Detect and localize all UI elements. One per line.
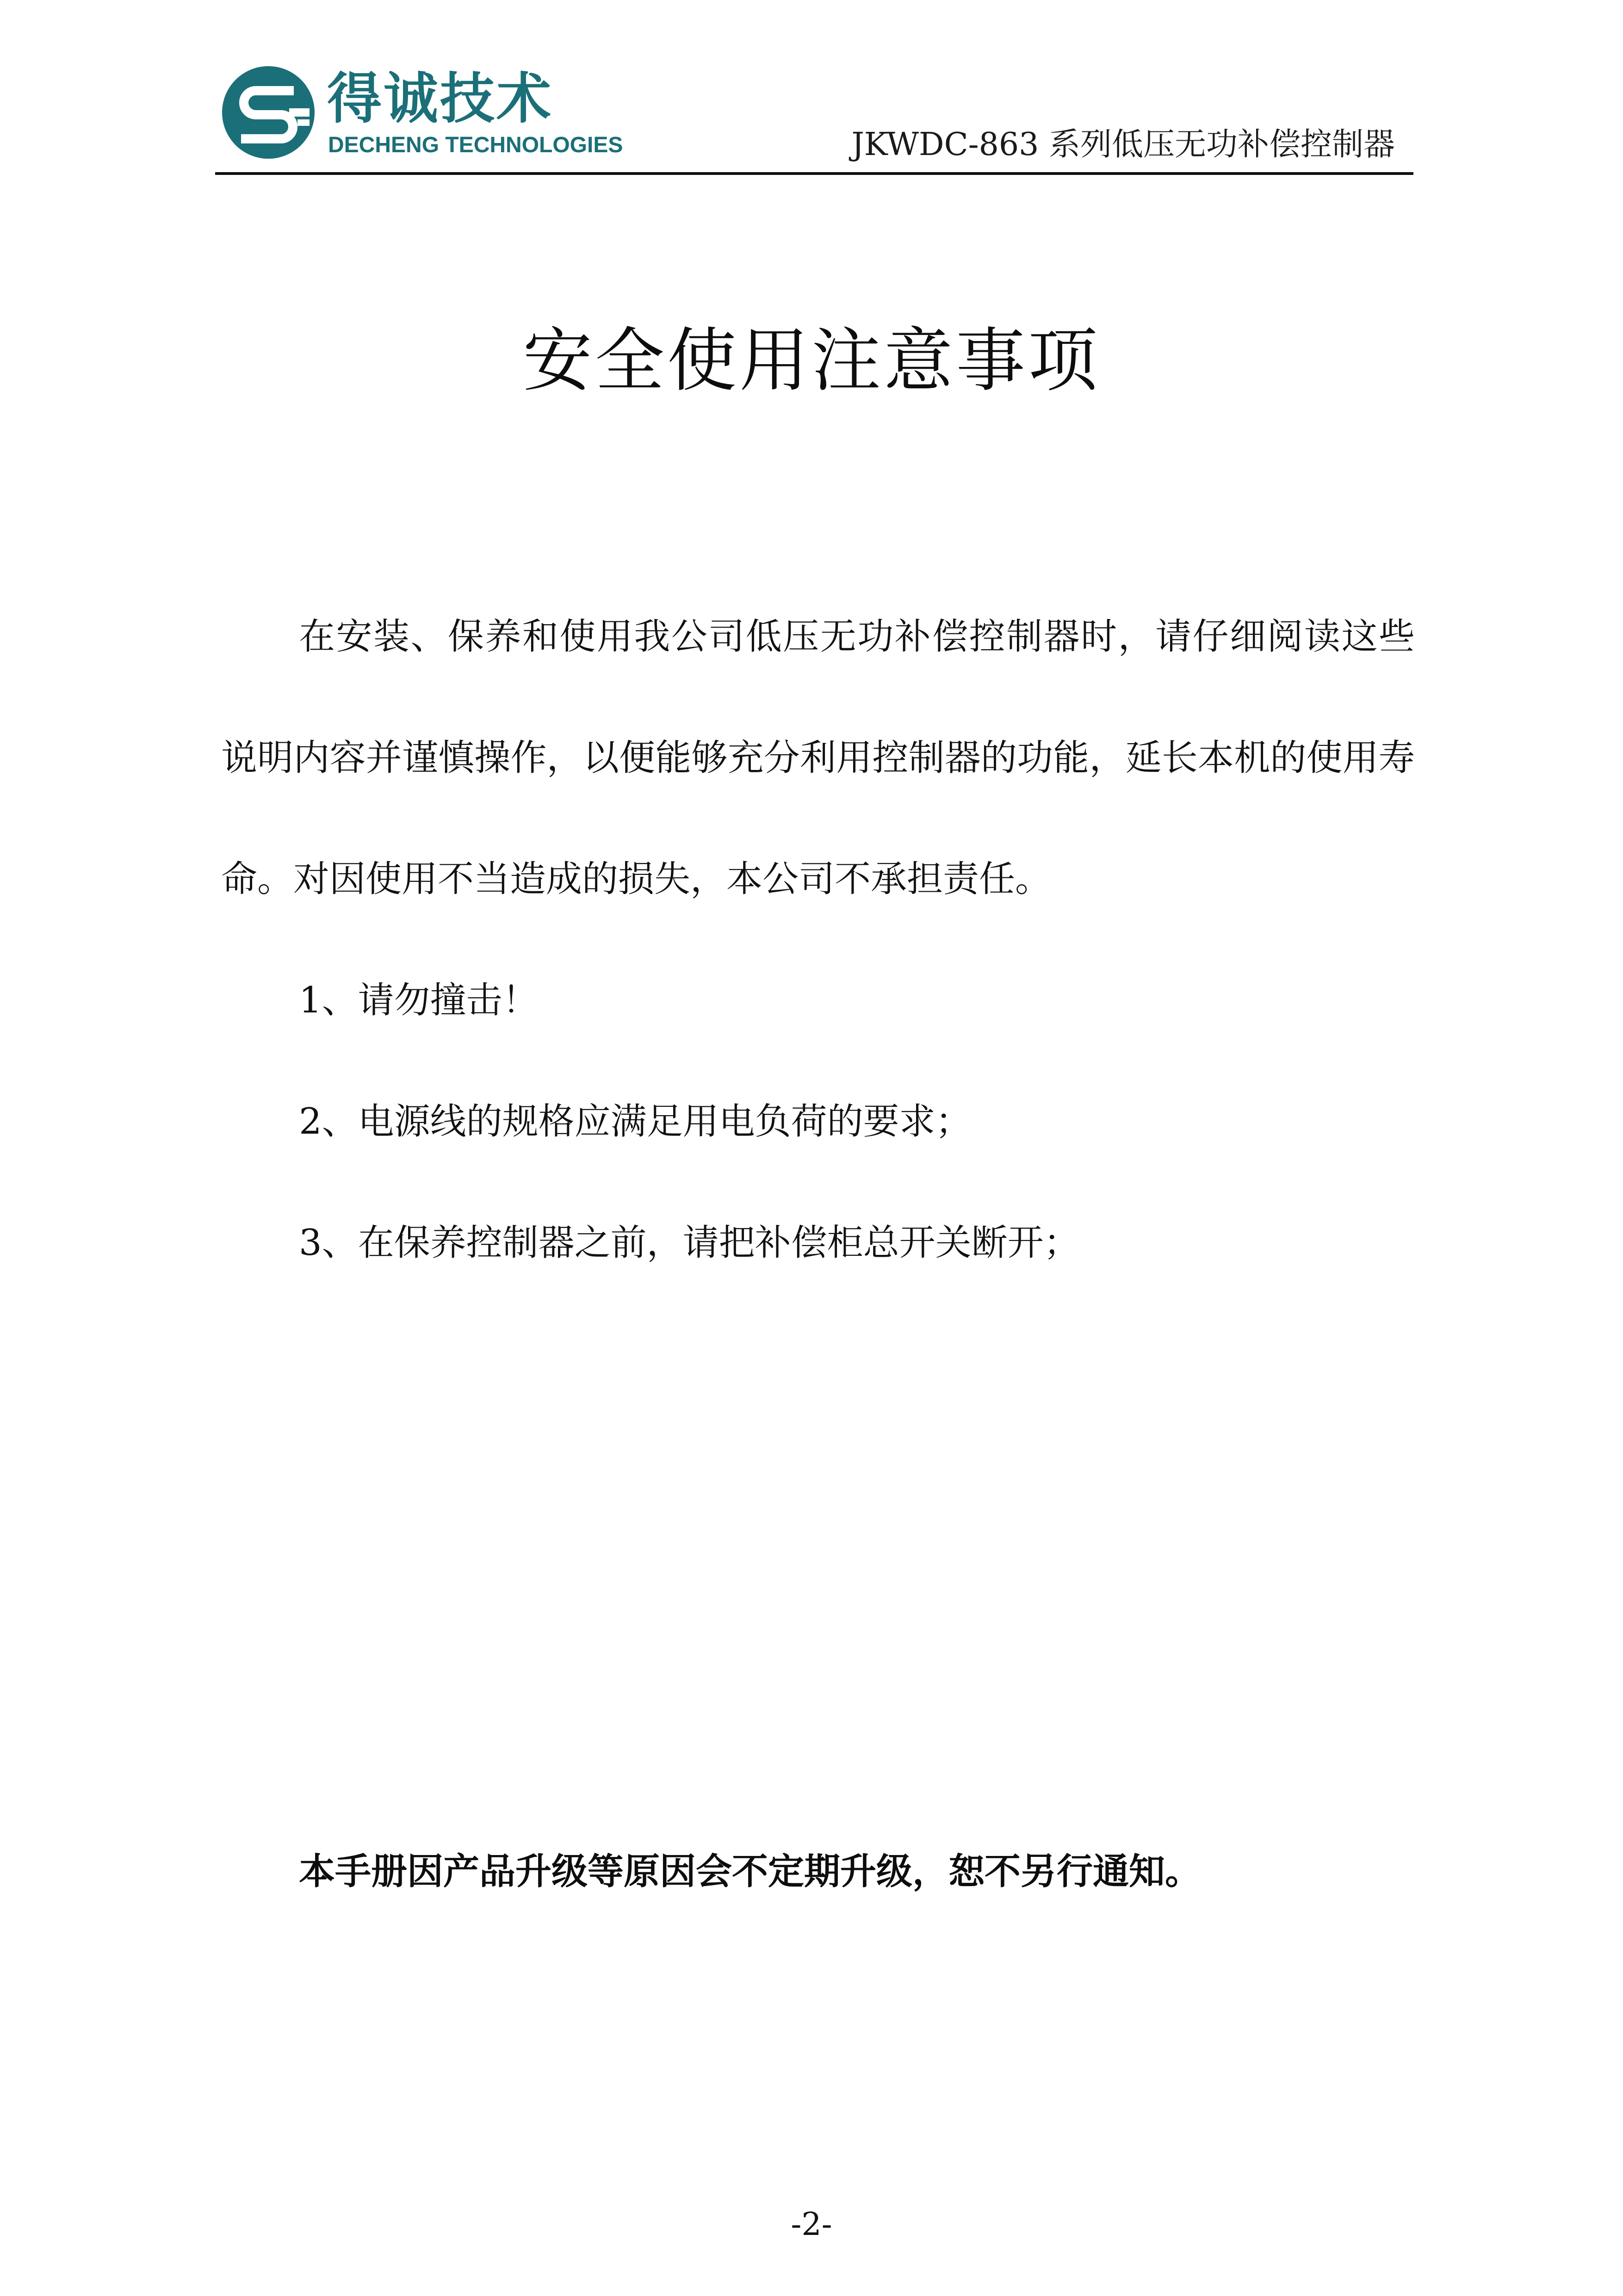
update-notice: 本手册因产品升级等原因会不定期升级，恕不另行通知。 [299, 1851, 1202, 1893]
product-series-title: JKWDC-863 系列低压无功补偿控制器 [851, 126, 1395, 163]
safety-item-2: 2、电源线的规格应满足用电负荷的要求； [299, 1101, 972, 1142]
page-header [215, 56, 1413, 178]
safety-item-1: 1、请勿撞击！ [299, 980, 539, 1021]
company-logo [220, 64, 623, 170]
intro-paragraph: 在安装、保养和使用我公司低压无功补偿控制器时，请仔细阅读这些说明内容并谨慎操作，以便能够充分利用控制器的功能，延长本机的使用寿命。对因使用不当造成的损失，本公司不承担责任。 [221, 616, 1415, 900]
safety-item-3: 3、在保养控制器之前，请把补偿柜总开关断开； [299, 1222, 1080, 1264]
page-title: 安全使用注意事项 [522, 321, 1100, 401]
safety-content [221, 576, 1415, 1303]
logo-chinese-name: 得诚技术 [327, 67, 553, 130]
logo-english-name: DECHENG TECHNOLOGIES [328, 133, 623, 157]
header-divider [215, 172, 1413, 175]
page-number: -2- [791, 2206, 832, 2243]
decheng-logo-icon [220, 64, 317, 161]
